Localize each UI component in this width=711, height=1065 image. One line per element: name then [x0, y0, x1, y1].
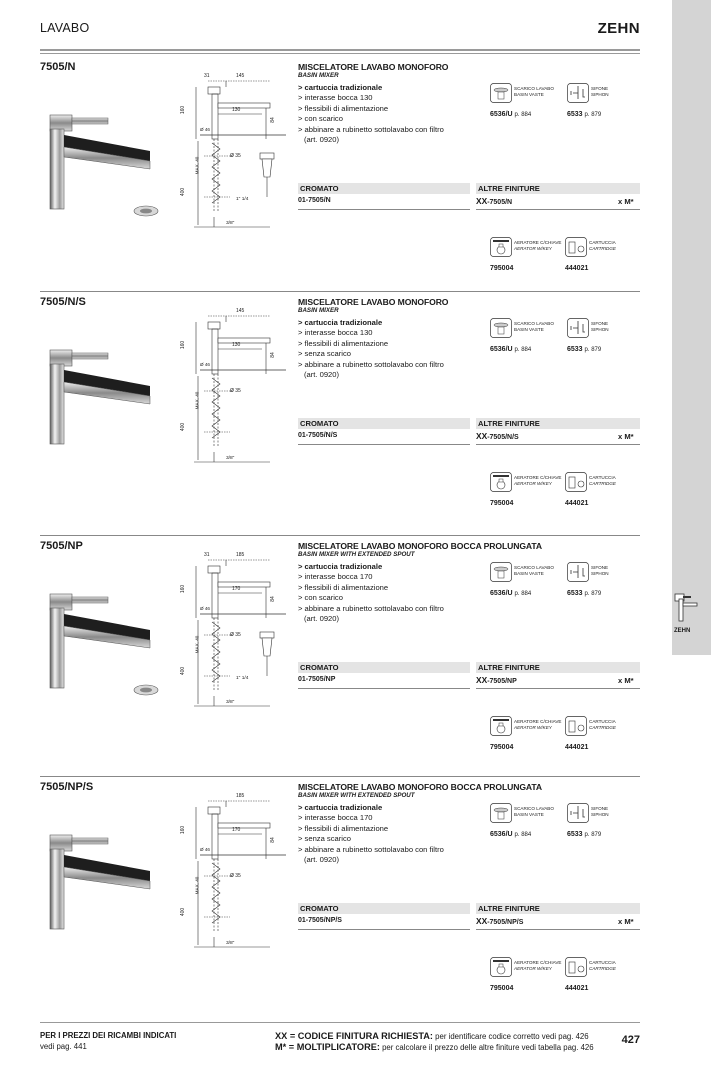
other-finishes-code: XX-7505/NP/S: [476, 916, 524, 926]
dim-base-diameter: Ø 46: [200, 847, 210, 852]
accessory-siphon-code: 6533 p. 879: [567, 346, 602, 353]
cartridge-icon: [565, 957, 587, 977]
other-finishes-header: ALTRE FINITURE: [476, 183, 640, 194]
accessory-siphon-code: 6533 p. 879: [567, 831, 602, 838]
feature-item: > abbinare a rubinetto sottolavabo con filtro: [298, 124, 444, 134]
dim-total-length: 185: [236, 793, 245, 799]
accessory-drain-code: 6536/U p. 884: [490, 590, 532, 597]
dim-reach: 130: [232, 107, 241, 113]
feature-item: > interasse bocca 130: [298, 328, 373, 338]
aerator-key-icon: [490, 957, 512, 977]
accessory-drain-label-en: BASIN VASTE: [514, 811, 544, 817]
product-subtitle: BASIN MIXER: [298, 72, 339, 79]
feature-item: > abbinare a rubinetto sottolavabo con filtro: [298, 603, 444, 613]
dim-spout-height: 84: [269, 352, 276, 358]
product-title: MISCELATORE LAVABO MONOFORO BOCCA PROLUNGATA: [298, 782, 543, 792]
finish-header: CROMATO: [298, 903, 470, 914]
accessory-aerator: [490, 472, 561, 492]
product-code: 7505/NP/S: [40, 781, 94, 793]
accessory-aerator-label: AERATORE C/CHIAVE: [514, 960, 562, 965]
product-code: 7505/NP: [40, 540, 83, 552]
technical-drawing: [174, 552, 292, 714]
accessory-drain-code: 6536/U p. 884: [490, 111, 532, 118]
technical-drawing: [174, 308, 292, 470]
dim-total-length: 185: [236, 552, 245, 558]
other-finishes-code: XX-7505/N/S: [476, 431, 519, 441]
feature-item: (art. 0920): [304, 135, 340, 145]
siphon-icon: [567, 318, 589, 338]
product-section: [0, 290, 672, 530]
aerator-key-icon: [490, 237, 512, 257]
spare-parts-note: PER I PREZZI DEI RICAMBI INDICATI: [40, 1031, 177, 1040]
dim-max-thickness: MAX. 40: [194, 876, 200, 895]
other-finishes-rule: [476, 444, 640, 445]
accessory-aerator-code: 795004: [490, 744, 514, 751]
accessory-aerator-code: 795004: [490, 985, 514, 992]
accessory-siphon-label-en: SIPHON: [591, 91, 609, 97]
accessory-siphon-code: 6533 p. 879: [567, 111, 602, 118]
dim-reach: 170: [232, 827, 241, 833]
accessory-cartridge-label: CARTUCCIA: [589, 240, 616, 245]
accessory-drain: [490, 803, 554, 823]
feature-item: > cartuccia tradizionale: [298, 318, 383, 327]
dim-total-length: 145: [236, 308, 245, 314]
accessory-drain-label-en: BASIN VASTE: [514, 570, 544, 576]
feature-item: > interasse bocca 170: [298, 572, 373, 582]
accessory-siphon-label-en: SIPHON: [591, 326, 609, 332]
technical-drawing: [174, 73, 292, 235]
accessory-aerator-label: AERATORE C/CHIAVE: [514, 475, 562, 480]
accessory-aerator: [490, 957, 561, 977]
accessory-drain-label-en: BASIN VASTE: [514, 326, 544, 332]
finish-code: 01-7505/NP/S: [298, 917, 342, 924]
accessory-cartridge-code: 444021: [565, 744, 589, 751]
accessory-aerator-label: AERATORE C/CHIAVE: [514, 719, 562, 724]
accessory-drain-label: SCARICO LAVABO: [514, 565, 554, 570]
dim-offset: 31: [204, 552, 210, 558]
product-photo: [38, 584, 166, 706]
accessory-cartridge-label: CARTUCCIA: [589, 475, 616, 480]
dim-height-top: 160: [180, 340, 187, 350]
sidebar-tab-label: ZEHN: [674, 628, 691, 634]
dim-spout-height: 84: [269, 596, 276, 602]
dim-hole-diameter: Ø 35: [230, 632, 241, 638]
spare-parts-ref: vedi pag. 441: [40, 1042, 87, 1051]
accessory-drain-label: SCARICO LAVABO: [514, 86, 554, 91]
feature-item: (art. 0920): [304, 855, 340, 865]
accessory-cartridge-label-en: CARTRIDGE: [589, 245, 616, 251]
basin-waste-icon: [490, 562, 512, 582]
other-finishes-rule: [476, 929, 640, 930]
accessory-drain: [490, 562, 554, 582]
accessory-cartridge-label: CARTUCCIA: [589, 960, 616, 965]
accessory-drain-label: SCARICO LAVABO: [514, 806, 554, 811]
accessory-drain-label-en: BASIN VASTE: [514, 91, 544, 97]
accessory-aerator-label-en: AERATOR W/KEY: [514, 965, 552, 971]
dim-max-thickness: MAX. 40: [194, 635, 200, 654]
basin-waste-icon: [490, 318, 512, 338]
accessory-aerator-label: AERATORE C/CHIAVE: [514, 240, 562, 245]
sidebar: [672, 0, 711, 655]
feature-item: > abbinare a rubinetto sottolavabo con filtro: [298, 844, 444, 854]
finish-rule: [298, 209, 470, 210]
product-subtitle: BASIN MIXER WITH EXTENDED SPOUT: [298, 551, 415, 558]
accessory-siphon-code: 6533 p. 879: [567, 590, 602, 597]
feature-item: > cartuccia tradizionale: [298, 83, 383, 92]
product-photo: [38, 105, 166, 227]
feature-list: [298, 318, 478, 380]
accessory-aerator-label-en: AERATOR W/KEY: [514, 480, 552, 486]
accessory-siphon-label: SIFONE: [591, 806, 609, 811]
finish-rule: [298, 688, 470, 689]
feature-item: > cartuccia tradizionale: [298, 562, 383, 571]
accessory-siphon-label: SIFONE: [591, 321, 609, 326]
feature-item: > flessibili di alimentazione: [298, 582, 389, 592]
product-photo: [38, 825, 166, 947]
product-photo: [38, 340, 166, 462]
finish-header: CROMATO: [298, 418, 470, 429]
cartridge-icon: [565, 716, 587, 736]
accessory-cartridge: [565, 957, 616, 977]
basin-waste-icon: [490, 83, 512, 103]
accessory-siphon: [567, 318, 609, 338]
dim-base-diameter: Ø 46: [200, 362, 210, 367]
dim-hole-diameter: Ø 35: [230, 873, 241, 879]
finish-code: 01-7505/NP: [298, 676, 336, 683]
dim-total-length: 145: [236, 73, 245, 79]
accessory-drain-code: 6536/U p. 884: [490, 831, 532, 838]
accessory-aerator: [490, 237, 561, 257]
other-finishes-rule: [476, 688, 640, 689]
accessory-aerator-code: 795004: [490, 500, 514, 507]
dim-height-top: 160: [180, 105, 187, 115]
accessory-siphon-label: SIFONE: [591, 565, 609, 570]
feature-item: > interasse bocca 170: [298, 813, 373, 823]
multiplier: x M*: [618, 432, 634, 441]
feature-item: > interasse bocca 130: [298, 93, 373, 103]
page-number: 427: [621, 1034, 640, 1046]
legend-finish-code: XX = CODICE FINITURA RICHIESTA: per identificare codice corretto vedi pag. 426: [275, 1031, 589, 1041]
dim-hose-thread: 3/8": [226, 941, 235, 946]
other-finishes-header: ALTRE FINITURE: [476, 903, 640, 914]
product-section: [0, 775, 672, 1015]
product-code: 7505/N/S: [40, 296, 86, 308]
dim-height-top: 160: [180, 584, 187, 594]
cartridge-icon: [565, 472, 587, 492]
feature-item: (art. 0920): [304, 614, 340, 624]
dim-hose-thread: 3/8": [226, 700, 235, 705]
technical-drawing: [174, 793, 292, 955]
accessory-drain-label: SCARICO LAVABO: [514, 321, 554, 326]
dim-hole-diameter: Ø 35: [230, 153, 241, 159]
feature-list: [298, 562, 478, 624]
feature-item: (art. 0920): [304, 370, 340, 380]
dim-hose-length: 400: [180, 422, 187, 432]
dim-drain-thread: 1" 1/4: [236, 676, 249, 681]
accessory-cartridge: [565, 716, 616, 736]
other-finishes-code: XX-7505/NP: [476, 675, 517, 685]
product-section: [0, 55, 672, 295]
finish-code: 01-7505/N/S: [298, 432, 338, 439]
finish-rule: [298, 929, 470, 930]
dim-reach: 130: [232, 342, 241, 348]
dim-base-diameter: Ø 46: [200, 127, 210, 132]
feature-item: > cartuccia tradizionale: [298, 803, 383, 812]
product-title: MISCELATORE LAVABO MONOFORO: [298, 62, 449, 72]
dim-hose-thread: 3/8": [226, 456, 235, 461]
finish-code: 01-7505/N: [298, 197, 331, 204]
feature-list: [298, 803, 478, 865]
product-subtitle: BASIN MIXER WITH EXTENDED SPOUT: [298, 792, 415, 799]
product-subtitle: BASIN MIXER: [298, 307, 339, 314]
product-title: MISCELATORE LAVABO MONOFORO: [298, 297, 449, 307]
siphon-icon: [567, 803, 589, 823]
accessory-aerator: [490, 716, 561, 736]
product-title: MISCELATORE LAVABO MONOFORO BOCCA PROLUNGATA: [298, 541, 543, 551]
product-section: [0, 534, 672, 774]
dim-hole-diameter: Ø 35: [230, 388, 241, 394]
accessory-cartridge-label: CARTUCCIA: [589, 719, 616, 724]
feature-item: > senza scarico: [298, 349, 351, 359]
accessory-cartridge-label-en: CARTRIDGE: [589, 724, 616, 730]
dim-max-thickness: MAX. 40: [194, 391, 200, 410]
other-finishes-rule: [476, 209, 640, 210]
header-rule-thin: [40, 53, 640, 54]
header-rule: [40, 49, 640, 51]
accessory-cartridge: [565, 237, 616, 257]
siphon-icon: [567, 562, 589, 582]
feature-item: > flessibili di alimentazione: [298, 103, 389, 113]
multiplier: x M*: [618, 676, 634, 685]
feature-item: > con scarico: [298, 114, 343, 124]
accessory-cartridge-label-en: CARTRIDGE: [589, 965, 616, 971]
dim-hose-thread: 3/8": [226, 221, 235, 226]
dim-hose-length: 400: [180, 907, 187, 917]
accessory-cartridge-label-en: CARTRIDGE: [589, 480, 616, 486]
category-title: LAVABO: [40, 21, 90, 35]
accessory-cartridge-code: 444021: [565, 265, 589, 272]
accessory-siphon: [567, 803, 609, 823]
other-finishes-header: ALTRE FINITURE: [476, 418, 640, 429]
brand-title: ZEHN: [597, 20, 640, 37]
accessory-drain-code: 6536/U p. 884: [490, 346, 532, 353]
accessory-siphon-label-en: SIPHON: [591, 811, 609, 817]
accessory-aerator-code: 795004: [490, 265, 514, 272]
dim-drain-thread: 1" 1/4: [236, 197, 249, 202]
feature-item: > flessibili di alimentazione: [298, 338, 389, 348]
dim-offset: 31: [204, 73, 210, 79]
basin-waste-icon: [490, 803, 512, 823]
accessory-cartridge-code: 444021: [565, 985, 589, 992]
accessory-aerator-label-en: AERATOR W/KEY: [514, 724, 552, 730]
dim-height-top: 160: [180, 825, 187, 835]
accessory-siphon-label-en: SIPHON: [591, 570, 609, 576]
dim-hose-length: 400: [180, 666, 187, 676]
accessory-drain: [490, 83, 554, 103]
product-code: 7505/N: [40, 61, 76, 73]
accessory-cartridge: [565, 472, 616, 492]
siphon-icon: [567, 83, 589, 103]
dim-reach: 170: [232, 586, 241, 592]
dim-spout-height: 84: [269, 837, 276, 843]
accessory-cartridge-code: 444021: [565, 500, 589, 507]
legend-multiplier: M* = MOLTIPLICATORE: per calcolare il prezzo delle altre finiture vedi tabella pag. 426: [275, 1042, 594, 1052]
cartridge-icon: [565, 237, 587, 257]
accessory-siphon-label: SIFONE: [591, 86, 609, 91]
finish-header: CROMATO: [298, 183, 470, 194]
feature-list: [298, 83, 478, 145]
footer-rule: [40, 1022, 640, 1023]
finish-rule: [298, 444, 470, 445]
other-finishes-header: ALTRE FINITURE: [476, 662, 640, 673]
feature-item: > abbinare a rubinetto sottolavabo con filtro: [298, 359, 444, 369]
accessory-drain: [490, 318, 554, 338]
feature-item: > senza scarico: [298, 834, 351, 844]
aerator-key-icon: [490, 716, 512, 736]
feature-item: > con scarico: [298, 593, 343, 603]
finish-header: CROMATO: [298, 662, 470, 673]
dim-hose-length: 400: [180, 187, 187, 197]
dim-spout-height: 84: [269, 117, 276, 123]
accessory-siphon: [567, 562, 609, 582]
other-finishes-code: XX-7505/N: [476, 196, 513, 206]
aerator-key-icon: [490, 472, 512, 492]
multiplier: x M*: [618, 197, 634, 206]
feature-item: > flessibili di alimentazione: [298, 823, 389, 833]
accessory-aerator-label-en: AERATOR W/KEY: [514, 245, 552, 251]
multiplier: x M*: [618, 917, 634, 926]
dim-max-thickness: MAX. 40: [194, 156, 200, 175]
accessory-siphon: [567, 83, 609, 103]
dim-base-diameter: Ø 46: [200, 606, 210, 611]
